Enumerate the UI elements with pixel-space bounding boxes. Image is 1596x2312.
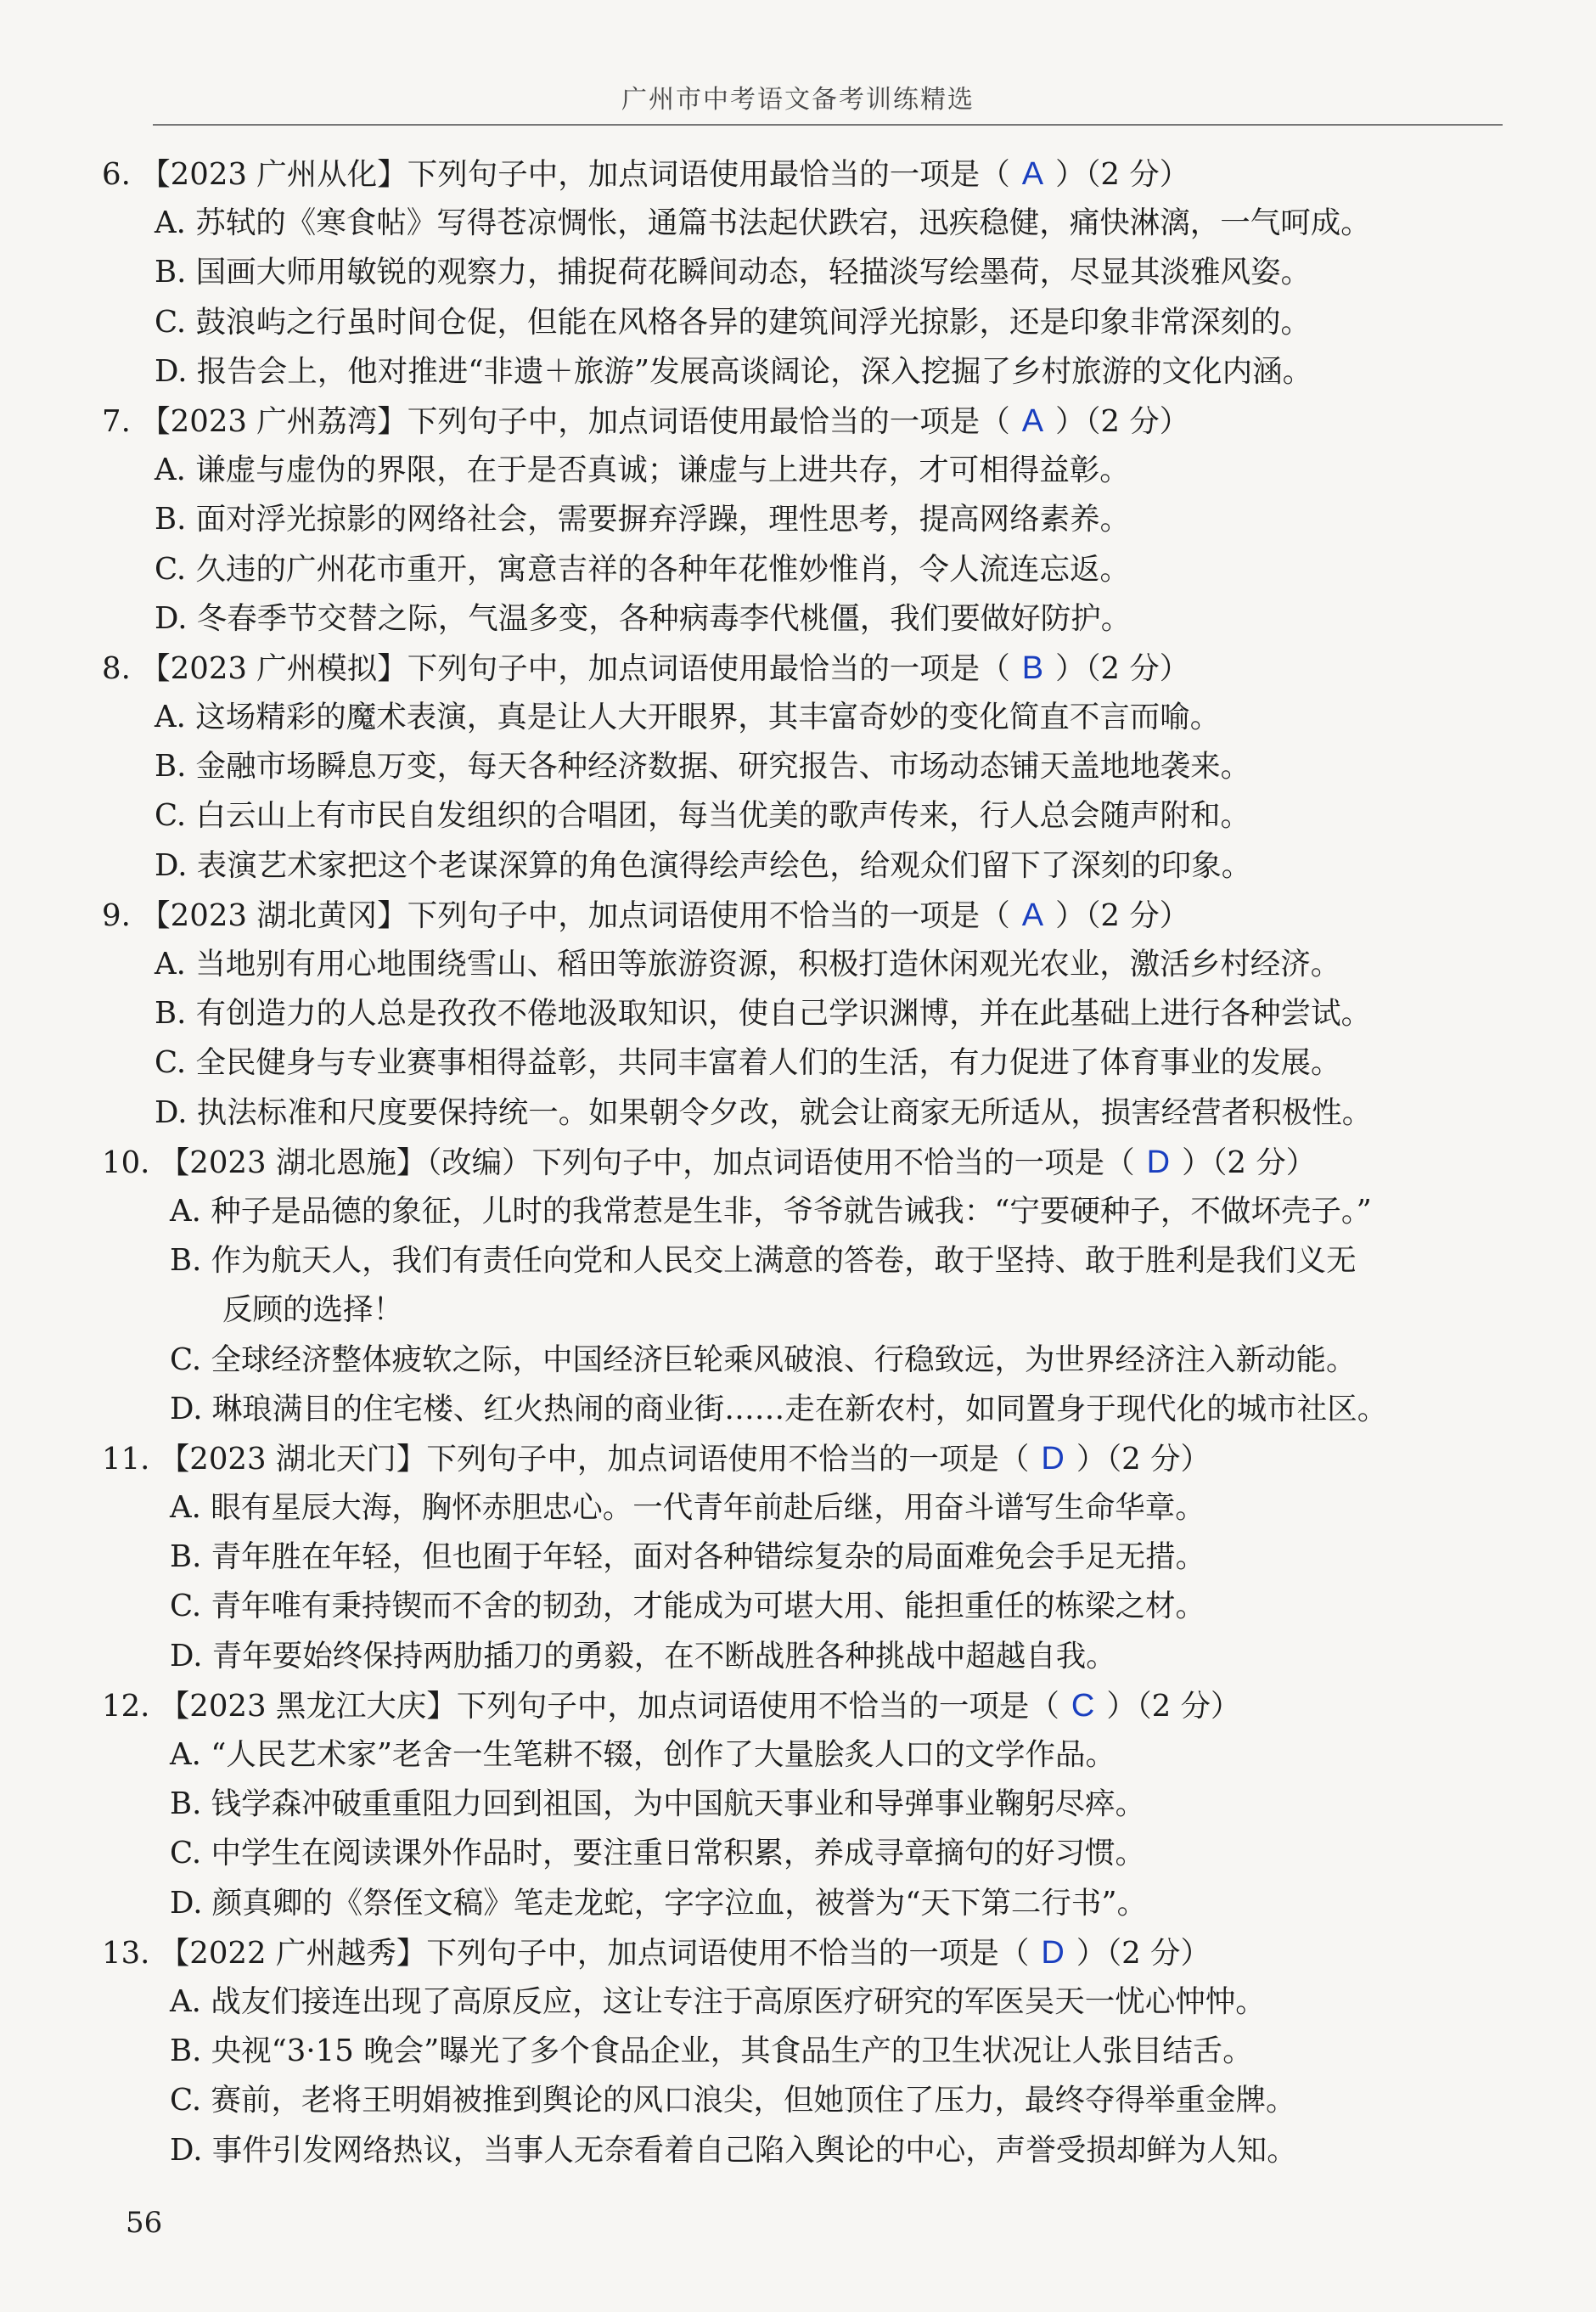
question-7 — [95, 397, 1538, 644]
answer-mark: A — [1021, 897, 1044, 933]
question-stem: 8. 【2023 广州模拟】下列句子中，加点词语使用最恰当的一项是（ B ）（2 分） — [95, 644, 1538, 693]
option-c: C. 中学生在阅读课外作品时，要注重日常积累，养成寻章摘句的好习惯。 — [170, 1836, 1145, 1871]
question-13 — [95, 1928, 1538, 2175]
option-c: C. 全球经济整体疲软之际，中国经济巨轮乘风破浪、行稳致远，为世界经济注入新动能。 — [170, 1342, 1357, 1377]
question-12 — [95, 1681, 1538, 1928]
option-d: D. 表演艺术家把这个老谋深算的角色演得绘声绘色，给观众们留下了深刻的印象。 — [155, 847, 1252, 883]
option-b: B. 国画大师用敏锐的观察力，捕捉荷花瞬间动态，轻描淡写绘墨荷，尽显其淡雅风姿。 — [155, 255, 1312, 290]
option-c: C. 青年唯有秉持锲而不舍的韧劲，才能成为可堪大用、能担重任的栋梁之材。 — [170, 1589, 1205, 1624]
option-c: C. 鼓浪屿之行虽时间仓促，但能在风格各异的建筑间浮光掠影，还是印象非常深刻的。 — [155, 304, 1311, 340]
option-d: D. 青年要始终保持两肋插刀的勇毅，在不断战胜各种挑战中超越自我。 — [170, 1638, 1116, 1674]
option-c: C. 白云山上有市民自发组织的合唱团，每当优美的歌声传来，行人总会随声附和。 — [155, 798, 1250, 834]
option-d: D. 颜真卿的《祭侄文稿》笔走龙蛇，字字泣血，被誉为“天下第二行书”。 — [170, 1885, 1148, 1921]
option-a: A. 战友们接连出现了高原反应，这让专注于高原医疗研究的军医吴天一忧心忡忡。 — [170, 1983, 1266, 2019]
question-10 — [95, 1138, 1538, 1434]
option-c: C. 久违的广州花市重开，寓意吉祥的各种年花惟妙惟肖，令人流连忘返。 — [155, 551, 1130, 587]
option-c: C. 全民健身与专业赛事相得益彰，共同丰富着人们的生活，有力促进了体育事业的发展。 — [155, 1045, 1341, 1081]
answer-mark: B — [1021, 650, 1044, 686]
option-c: C. 赛前，老将王明娟被推到舆论的风口浪尖，但她顶住了压力，最终夺得举重金牌。 — [170, 2083, 1296, 2118]
option-b: B. 青年胜在年轻，但也囿于年轻，面对各种错综复杂的局面难免会手足无措。 — [170, 1539, 1206, 1575]
option-a: A. 眼有星辰大海，胸怀赤胆忠心。一代青年前赴后继，用奋斗谱写生命华章。 — [170, 1490, 1205, 1526]
question-6 — [95, 149, 1538, 397]
option-d: D. 执法标准和尺度要保持统一。如果朝令夕改，就会让商家无所适从，损害经营者积极性。 — [155, 1094, 1373, 1130]
option-a: A. “人民艺术家”老舍一生笔耕不辍，创作了大量脍炙人口的文学作品。 — [170, 1737, 1116, 1772]
question-8 — [95, 644, 1538, 891]
option-b: B. 钱学森冲破重重阻力回到祖国，为中国航天事业和导弹事业鞠躬尽瘁。 — [170, 1786, 1146, 1822]
option-a: A. 这场精彩的魔术表演，真是让人大开眼界，其丰富奇妙的变化简直不言而喻。 — [155, 700, 1221, 735]
question-9 — [95, 891, 1538, 1138]
question-stem: 6. 【2023 广州从化】下列句子中，加点词语使用最恰当的一项是（ A ）（2 分） — [95, 149, 1538, 199]
answer-mark: D — [1146, 1144, 1171, 1180]
question-stem: 11. 【2023 湖北天门】下列句子中，加点词语使用不恰当的一项是（ D ）（2 分） — [95, 1434, 1538, 1483]
answer-mark: A — [1021, 156, 1044, 192]
option-b: B. 作为航天人，我们有责任向党和人民交上满意的答卷，敢于坚持、敢于胜利是我们义无 — [170, 1243, 1357, 1279]
option-a: A. 谦虚与虚伪的界限，在于是否真诚；谦虚与上进共存，才可相得益彰。 — [155, 453, 1130, 488]
answer-mark: D — [1041, 1440, 1065, 1477]
answer-mark: C — [1071, 1687, 1095, 1724]
option-d: D. 报告会上，他对推进“非遗＋旅游”发展高谈阔论，深入挖掘了乡村旅游的文化内涵。 — [155, 353, 1313, 389]
option-d: D. 琳琅满目的住宅楼、红火热闹的商业街……走在新农村，如同置身于现代化的城市社区。 — [170, 1391, 1388, 1426]
option-b: B. 面对浮光掠影的网络社会，需要摒弃浮躁，理性思考，提高网络素养。 — [155, 502, 1131, 537]
answer-mark: D — [1041, 1934, 1065, 1971]
option-a: A. 种子是品德的象征，儿时的我常惹是生非，爷爷就告诫我：“宁要硬种子，不做坏壳子。” — [170, 1193, 1372, 1229]
option-d: D. 事件引发网络热议，当事人无奈看着自己陷入舆论的中心，声誉受损却鲜为人知。 — [170, 2132, 1297, 2168]
question-list — [95, 149, 1538, 2175]
option-d: D. 冬春季节交替之际，气温多变，各种病毒李代桃僵，我们要做好防护。 — [155, 600, 1132, 636]
option-a: A. 苏轼的《寒食帖》写得苍凉惆怅，通篇书法起伏跌宕，迅疾稳健，痛快淋漓，一气呵成。 — [155, 205, 1371, 241]
question-stem: 7. 【2023 广州荔湾】下列句子中，加点词语使用最恰当的一项是（ A ）（2 分） — [95, 397, 1538, 446]
option-b: B. 金融市场瞬息万变，每天各种经济数据、研究报告、市场动态铺天盖地地袭来。 — [155, 749, 1251, 785]
question-stem: 9. 【2023 湖北黄冈】下列句子中，加点词语使用不恰当的一项是（ A ）（2 分） — [95, 891, 1538, 940]
option-b-continued: 反顾的选择！ — [222, 1292, 404, 1328]
question-stem: 13. 【2022 广州越秀】下列句子中，加点词语使用不恰当的一项是（ D ）（2 分） — [95, 1928, 1538, 1977]
header-rule — [153, 124, 1503, 126]
page-number: 56 — [126, 2206, 163, 2240]
answer-mark: A — [1021, 402, 1044, 439]
page-header-title: 广州市中考语文备考训练精选 — [621, 85, 975, 115]
question-stem: 12. 【2023 黑龙江大庆】下列句子中，加点词语使用不恰当的一项是（ C ）（2 分） — [95, 1681, 1538, 1730]
option-a: A. 当地别有用心地围绕雪山、稻田等旅游资源，积极打造休闲观光农业，激活乡村经济。 — [155, 947, 1341, 982]
option-b: B. 有创造力的人总是孜孜不倦地汲取知识，使自己学识渊博，并在此基础上进行各种尝试。 — [155, 996, 1372, 1032]
question-stem: 10. 【2023 湖北恩施】（改编）下列句子中，加点词语使用不恰当的一项是（ D ）（2 分） — [95, 1138, 1538, 1187]
question-11 — [95, 1434, 1538, 1681]
option-b: B. 央视“3·15 晚会”曝光了多个食品企业，其食品生产的卫生状况让人张目结舌。 — [170, 2034, 1253, 2069]
